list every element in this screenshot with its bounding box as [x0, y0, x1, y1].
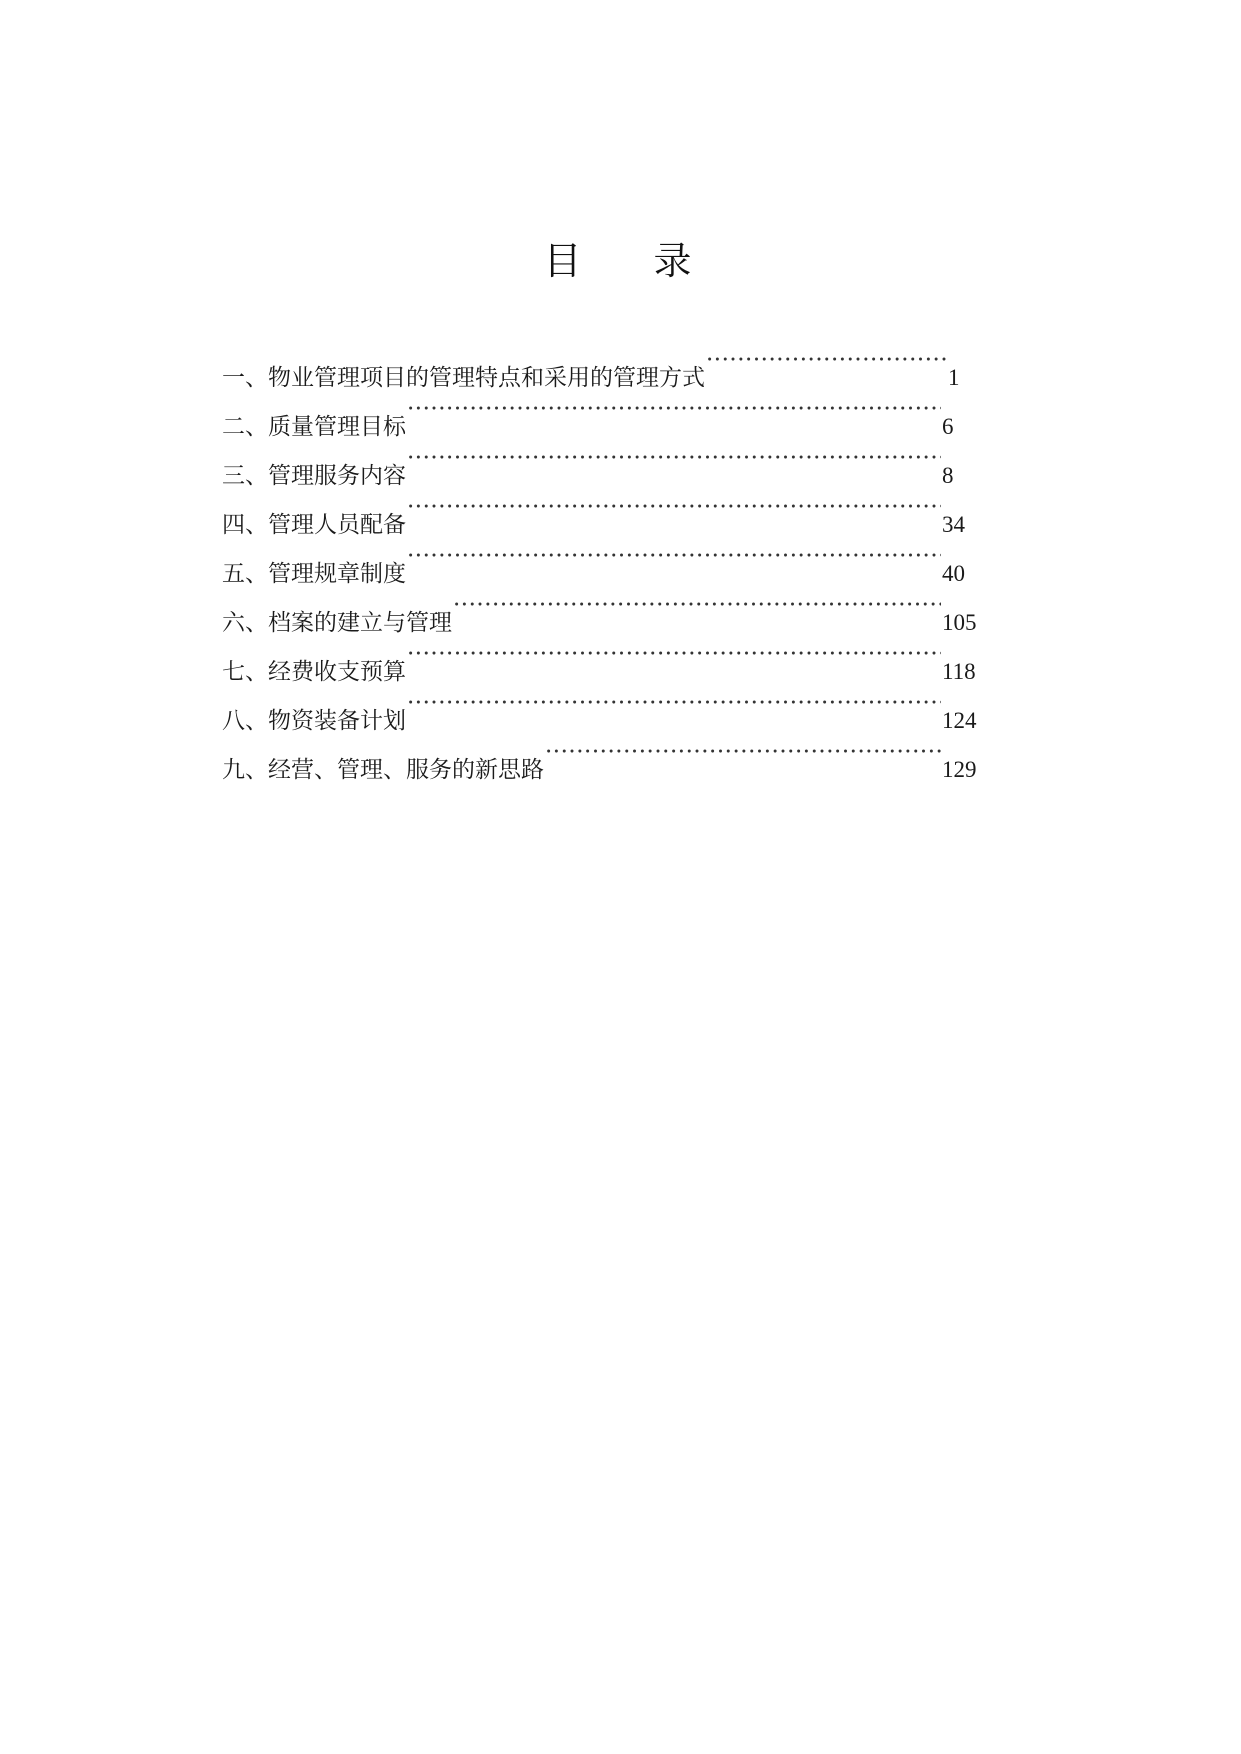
- toc-entry-page: 105: [942, 610, 977, 635]
- toc-dot-leader: [407, 630, 941, 679]
- toc-entry-page: 34: [942, 512, 965, 537]
- toc-dot-leader: [453, 581, 941, 630]
- toc-entry-page: 1: [948, 365, 960, 390]
- toc-entry-label: 四、管理人员配备: [222, 512, 406, 538]
- toc-entry-page: 6: [942, 414, 954, 439]
- toc-entry-page: 118: [942, 659, 976, 684]
- toc-entry-label: 七、经费收支预算: [222, 659, 406, 685]
- toc-entry[interactable]: [222, 336, 982, 391]
- toc-dot-leader: [545, 728, 941, 777]
- toc-entry-label: 三、管理服务内容: [222, 463, 406, 489]
- toc-entry-label: 一、物业管理项目的管理特点和采用的管理方式: [222, 365, 705, 391]
- toc-entry-page: 124: [942, 708, 977, 733]
- toc-entry-page: 8: [942, 463, 954, 488]
- toc-dot-leader: [407, 679, 941, 728]
- toc-entry-label: 二、质量管理目标: [222, 414, 406, 440]
- toc-entry-page: 40: [942, 561, 965, 586]
- toc-title: 目 录: [543, 239, 722, 283]
- toc-entry-label: 八、物资装备计划: [222, 708, 406, 734]
- toc-entry-label: 五、管理规章制度: [222, 561, 406, 587]
- toc-dot-leader: [706, 336, 947, 385]
- toc-dot-leader: [407, 483, 941, 532]
- toc-dot-leader: [407, 434, 941, 483]
- toc-entry-label: 九、经营、管理、服务的新思路: [222, 757, 544, 783]
- toc-dot-leader: [407, 385, 941, 434]
- table-of-contents: [222, 336, 982, 783]
- toc-dot-leader: [407, 532, 941, 581]
- toc-entry-page: 129: [942, 757, 977, 782]
- toc-entry-label: 六、档案的建立与管理: [222, 610, 452, 636]
